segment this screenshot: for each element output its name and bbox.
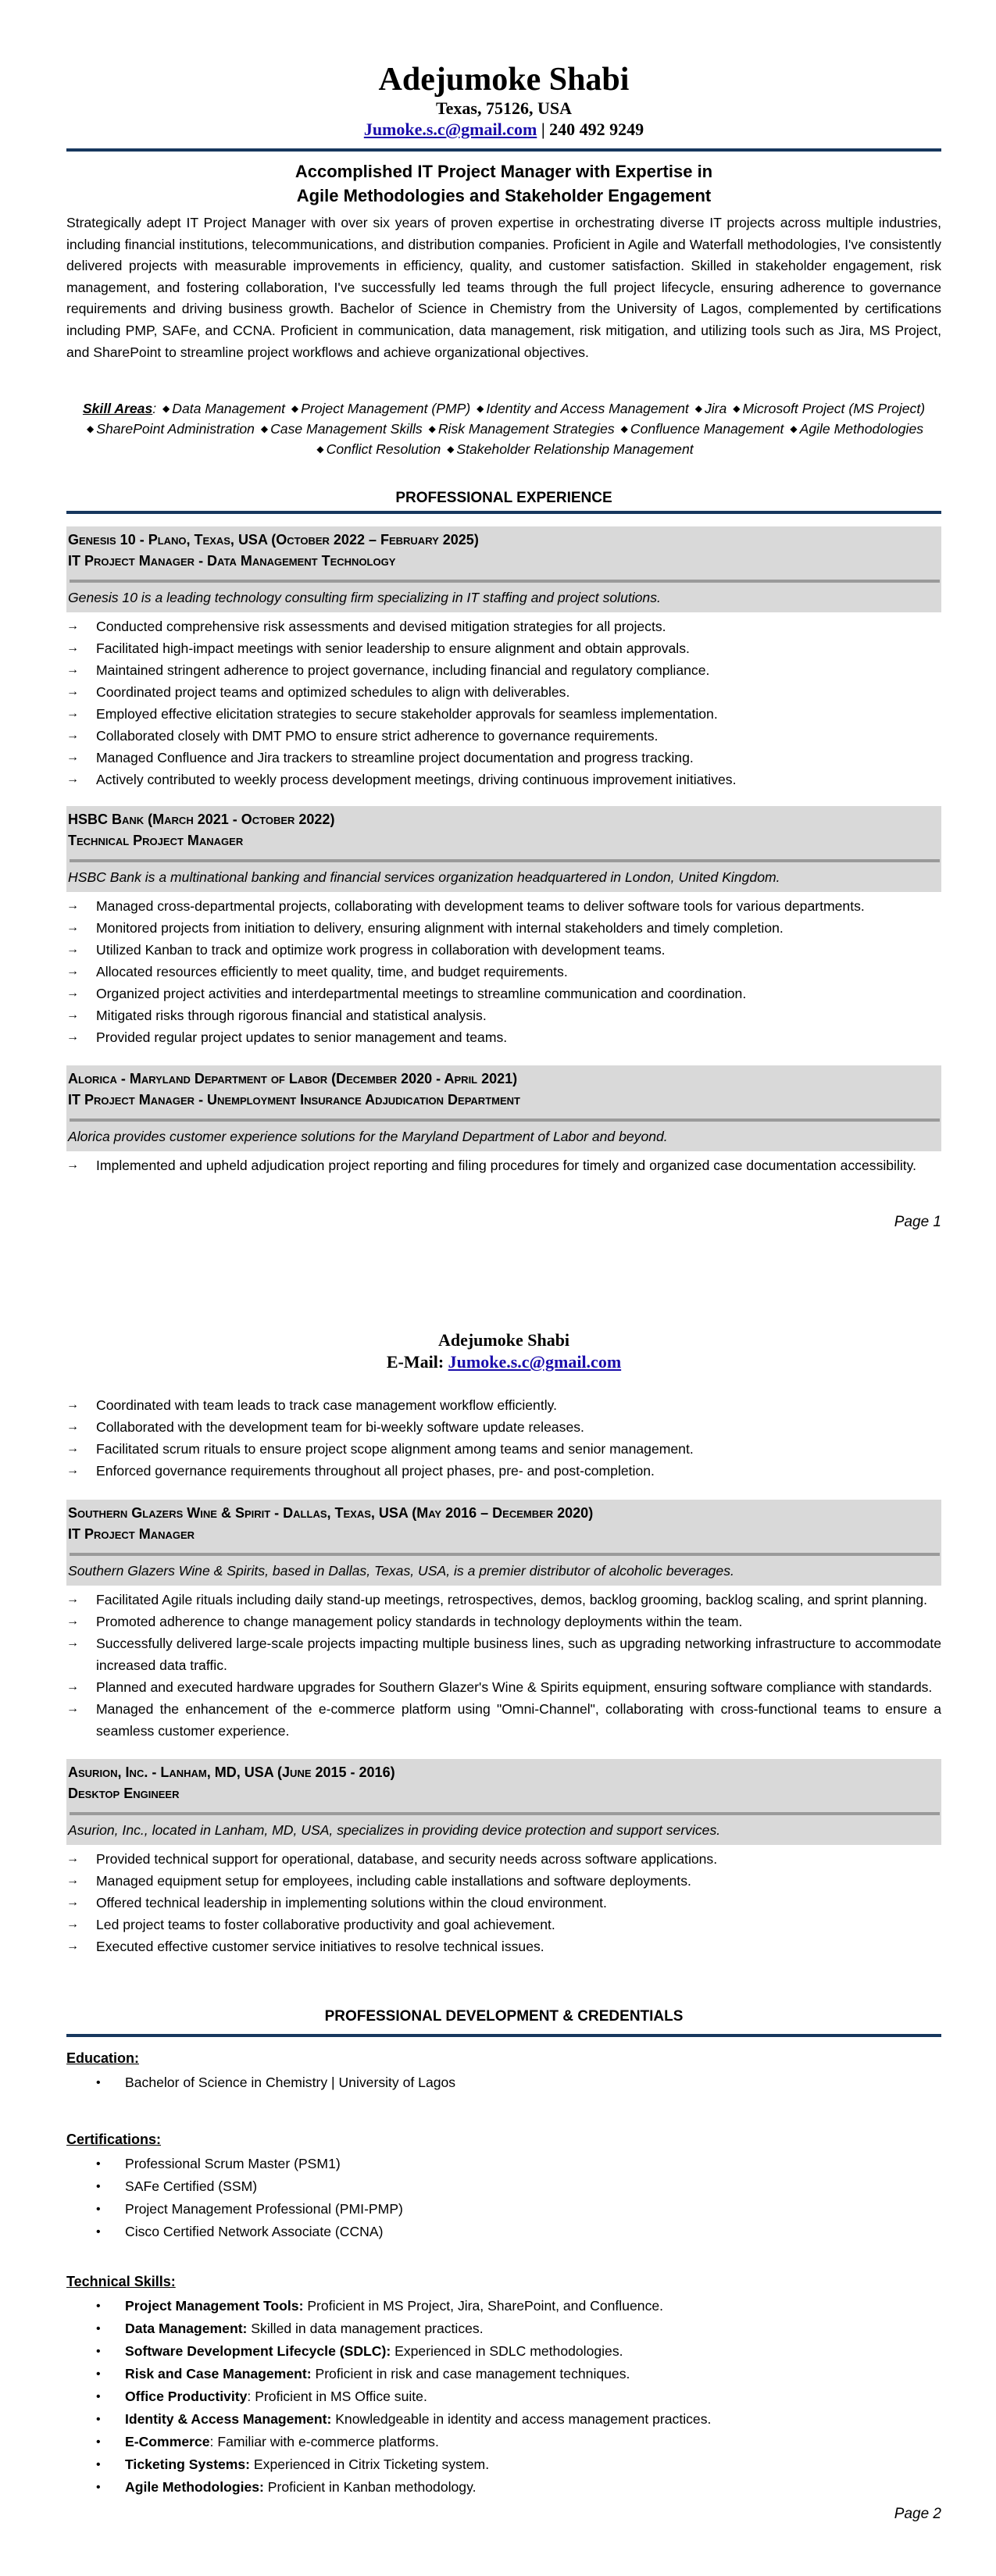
bullet-dot-icon: • bbox=[96, 2413, 101, 2426]
list-item-text: Project Management Professional (PMI-PMP) bbox=[125, 2201, 403, 2217]
bullet-text: Managed Confluence and Jira trackers to streamline project documentation and progress tracking. bbox=[96, 750, 694, 765]
headline-line-1: Accomplished IT Project Manager with Expertise in bbox=[295, 162, 713, 181]
technical-skill-item bbox=[66, 2363, 941, 2385]
arrow-icon: → bbox=[66, 1442, 79, 1455]
job-header-divider bbox=[70, 1553, 940, 1556]
job-entry bbox=[66, 526, 941, 790]
bullet-text: Facilitated scrum rituals to ensure project scope alignment among teams and senior management. bbox=[96, 1441, 694, 1457]
email-label: E-Mail: bbox=[386, 1352, 448, 1372]
job-title-line: IT Project Manager - Data Management Technology bbox=[68, 553, 396, 569]
list-item bbox=[66, 2071, 941, 2094]
job-header-box bbox=[66, 806, 941, 892]
experience-list-page-2 bbox=[66, 1500, 941, 1957]
skill-description: Experienced in SDLC methodologies. bbox=[391, 2343, 623, 2359]
bullet-text: Collaborated with the development team for bi-weekly software update releases. bbox=[96, 1419, 584, 1435]
bullet-text: Executed effective customer service initiatives to resolve technical issues. bbox=[96, 1939, 544, 1954]
bullet-dot-icon: • bbox=[96, 2203, 101, 2216]
skill-label: E-Commerce bbox=[125, 2434, 210, 2449]
bullet-item bbox=[66, 1416, 941, 1438]
arrow-icon: → bbox=[66, 685, 79, 698]
bullet-item bbox=[66, 895, 941, 917]
bullet-text: Managed cross-departmental projects, collaborating with development teams to deliver software tools for various departments. bbox=[96, 898, 865, 914]
bullet-text: Facilitated high-impact meetings with senior leadership to ensure alignment and obtain approvals. bbox=[96, 640, 690, 656]
bullet-dot-icon: • bbox=[96, 2435, 101, 2449]
list-item bbox=[66, 2221, 941, 2243]
job-header-divider bbox=[70, 1119, 940, 1122]
email-link[interactable]: Jumoke.s.c@gmail.com bbox=[363, 120, 537, 139]
bullet-dot-icon: • bbox=[96, 2076, 101, 2089]
experience-list-page-1 bbox=[66, 526, 941, 1176]
bullet-item bbox=[66, 615, 941, 637]
bullet-item bbox=[66, 1460, 941, 1482]
bullet-dot-icon: • bbox=[96, 2481, 101, 2494]
bullet-item bbox=[66, 1870, 941, 1892]
bullet-text: Coordinated project teams and optimized schedules to align with deliverables. bbox=[96, 684, 570, 700]
skill-area-item: Conflict Resolution bbox=[326, 441, 441, 457]
job-header-divider bbox=[70, 1812, 940, 1815]
list-item-text: SAFe Certified (SSM) bbox=[125, 2178, 258, 2194]
diamond-bullet-icon: ◆ bbox=[620, 423, 628, 434]
skill-area-item: Stakeholder Relationship Management bbox=[456, 441, 694, 457]
arrow-icon: → bbox=[66, 729, 79, 742]
technical-skills-title: Technical Skills: bbox=[66, 2274, 176, 2289]
page-2-header bbox=[66, 1329, 941, 1373]
job-bullet-list bbox=[66, 1589, 941, 1742]
bullet-text: Maintained stringent adherence to project governance, including financial and regulatory compliance. bbox=[96, 662, 710, 678]
bullet-text: Provided technical support for operational, database, and security needs across software applications. bbox=[96, 1851, 718, 1867]
job-bullet-list bbox=[66, 1154, 941, 1176]
bullet-dot-icon: • bbox=[96, 2157, 101, 2171]
bullet-dot-icon: • bbox=[96, 2367, 101, 2381]
job-title-line: IT Project Manager bbox=[68, 1526, 195, 1542]
bullet-text: Offered technical leadership in implementing solutions within the cloud environment. bbox=[96, 1895, 607, 1911]
bullet-item bbox=[66, 1914, 941, 1936]
job-header-box bbox=[66, 1065, 941, 1151]
technical-skill-item bbox=[66, 2317, 941, 2340]
skill-description: Proficient in Kanban methodology. bbox=[263, 2479, 477, 2495]
arrow-icon: → bbox=[66, 663, 79, 676]
bullet-dot-icon: • bbox=[96, 2458, 101, 2471]
certifications-section bbox=[66, 2129, 941, 2243]
arrow-icon: → bbox=[66, 1939, 79, 1953]
bullet-text: Utilized Kanban to track and optimize work progress in collaboration with development teams. bbox=[96, 942, 666, 958]
diamond-bullet-icon: ◆ bbox=[790, 423, 798, 434]
contact-line bbox=[66, 119, 941, 141]
job-company-description: Southern Glazers Wine & Spirits, based in Dallas, Texas, USA, is a premier distributor of alcoholic beverages. bbox=[68, 1563, 734, 1579]
job-bullet-list bbox=[66, 615, 941, 790]
phone-number: 240 492 9249 bbox=[549, 120, 644, 139]
skill-area-item: Confluence Management bbox=[630, 421, 784, 437]
bullet-item bbox=[66, 1611, 941, 1632]
technical-skill-item bbox=[66, 2408, 941, 2431]
experience-section-title: PROFESSIONAL EXPERIENCE bbox=[395, 490, 612, 506]
job-entry bbox=[66, 1759, 941, 1957]
bullet-text: Planned and executed hardware upgrades for Southern Glazer's Wine & Spirits equipment, ensuring software compliance with standards. bbox=[96, 1679, 933, 1695]
job-title-line: Desktop Engineer bbox=[68, 1786, 180, 1801]
bullet-dot-icon: • bbox=[96, 2390, 101, 2403]
arrow-icon: → bbox=[66, 1636, 79, 1650]
skill-description: : Familiar with e-commerce platforms. bbox=[209, 2434, 439, 2449]
list-item-text: Cisco Certified Network Associate (CCNA) bbox=[125, 2224, 384, 2239]
education-section bbox=[66, 2048, 941, 2094]
arrow-icon: → bbox=[66, 1614, 79, 1628]
diamond-bullet-icon: ◆ bbox=[316, 444, 324, 455]
skill-label: Agile Methodologies: bbox=[125, 2479, 264, 2495]
list-item bbox=[66, 2153, 941, 2175]
address: Texas, 75126, USA bbox=[436, 98, 572, 118]
bullet-text: Implemented and upheld adjudication project reporting and filing procedures for timely and organized case documentation accessibility. bbox=[96, 1158, 917, 1173]
bullet-dot-icon: • bbox=[96, 2345, 101, 2358]
diamond-bullet-icon: ◆ bbox=[291, 403, 299, 414]
job-company-description: Alorica provides customer experience solutions for the Maryland Department of Labor and beyond. bbox=[68, 1129, 668, 1144]
job-header-box bbox=[66, 526, 941, 612]
arrow-icon: → bbox=[66, 921, 79, 934]
job-company-description: Asurion, Inc., located in Lanham, MD, USA, specializes in providing device protection and support services. bbox=[68, 1822, 721, 1838]
arrow-icon: → bbox=[66, 943, 79, 956]
technical-skill-item bbox=[66, 2476, 941, 2499]
bullet-text: Promoted adherence to change management policy standards in technology deployments within the team. bbox=[96, 1614, 743, 1629]
headline-line-2: Agile Methodologies and Stakeholder Engagement bbox=[296, 186, 712, 205]
job-header-box bbox=[66, 1759, 941, 1845]
arrow-icon: → bbox=[66, 751, 79, 764]
bullet-text: Facilitated Agile rituals including daily stand-up meetings, retrospectives, demos, backlog grooming, backlog scaling, and sprint planning. bbox=[96, 1592, 928, 1607]
technical-skill-item bbox=[66, 2295, 941, 2317]
job-company-line: Genesis 10 - Plano, Texas, USA (October 2022 – February 2025) bbox=[68, 532, 479, 548]
credentials-section-title: PROFESSIONAL DEVELOPMENT & CREDENTIALS bbox=[324, 2008, 684, 2025]
education-title: Education: bbox=[66, 2050, 139, 2066]
bullet-item bbox=[66, 1394, 941, 1416]
skill-label: Project Management Tools: bbox=[125, 2298, 304, 2314]
job-title-line: Technical Project Manager bbox=[68, 833, 244, 848]
skill-area-item: SharePoint Administration bbox=[96, 421, 255, 437]
technical-skill-item bbox=[66, 2453, 941, 2476]
bullet-text: Managed equipment setup for employees, including cable installations and software deployments. bbox=[96, 1873, 691, 1889]
skill-label: Office Productivity bbox=[125, 2389, 248, 2404]
skill-description: Proficient in MS Project, Jira, SharePoint, and Confluence. bbox=[303, 2298, 664, 2314]
technical-skill-item bbox=[66, 2431, 941, 2453]
arrow-icon: → bbox=[66, 1030, 79, 1044]
arrow-icon: → bbox=[66, 1680, 79, 1693]
diamond-bullet-icon: ◆ bbox=[260, 423, 269, 434]
bullet-text: Monitored projects from initiation to delivery, ensuring alignment with internal stakeholders and timely completion. bbox=[96, 920, 784, 936]
skill-description: Skilled in data management practices. bbox=[247, 2321, 484, 2336]
arrow-icon: → bbox=[66, 1464, 79, 1477]
bullet-text: Mitigated risks through rigorous financial and statistical analysis. bbox=[96, 1008, 487, 1023]
diamond-bullet-icon: ◆ bbox=[733, 403, 741, 414]
arrow-icon: → bbox=[66, 1852, 79, 1865]
bullet-text: Organized project activities and interdepartmental meetings to streamline communication and coordination. bbox=[96, 986, 747, 1001]
job-title-line: IT Project Manager - Unemployment Insurance Adjudication Department bbox=[68, 1092, 520, 1108]
arrow-icon: → bbox=[66, 965, 79, 978]
arrow-icon: → bbox=[66, 1593, 79, 1606]
bullet-item bbox=[66, 1676, 941, 1698]
bullet-text: Employed effective elicitation strategies to secure stakeholder approvals for seamless implementation. bbox=[96, 706, 718, 722]
list-item bbox=[66, 2198, 941, 2221]
diamond-bullet-icon: ◆ bbox=[477, 403, 484, 414]
arrow-icon: → bbox=[66, 1398, 79, 1411]
skill-area-item: Identity and Access Management bbox=[486, 401, 689, 416]
credentials-rule bbox=[66, 2034, 941, 2037]
header-rule bbox=[66, 148, 941, 152]
job-header-box bbox=[66, 1500, 941, 1586]
bullet-dot-icon: • bbox=[96, 2180, 101, 2193]
bullet-text: Collaborated closely with DMT PMO to ensure strict adherence to governance requirements. bbox=[96, 728, 659, 744]
resume-page-2 bbox=[0, 1289, 996, 2576]
job-company-line: Southern Glazers Wine & Spirit - Dallas, Texas, USA (May 2016 – December 2020) bbox=[68, 1505, 594, 1521]
bullet-text: Coordinated with team leads to track case management workflow efficiently. bbox=[96, 1397, 557, 1413]
job-company-line: Alorica - Maryland Department of Labor (December 2020 - April 2021) bbox=[68, 1071, 518, 1086]
job-company-line: HSBC Bank (March 2021 - October 2022) bbox=[68, 812, 335, 827]
bullet-item bbox=[66, 1438, 941, 1460]
email-link[interactable]: Jumoke.s.c@gmail.com bbox=[448, 1352, 622, 1372]
diamond-bullet-icon: ◆ bbox=[428, 423, 436, 434]
skill-area-item: Jira bbox=[704, 401, 727, 416]
bullet-text: Managed the enhancement of the e-commerce platform using "Omni-Channel", collaborating with cross-functional teams to ensure a seamless customer experience. bbox=[96, 1701, 941, 1739]
diamond-bullet-icon: ◆ bbox=[694, 403, 702, 414]
technical-skills-section bbox=[66, 2271, 941, 2499]
skill-label: Software Development Lifecycle (SDLC): bbox=[125, 2343, 391, 2359]
bullet-text: Conducted comprehensive risk assessments and devised mitigation strategies for all projects. bbox=[96, 619, 666, 634]
skill-description: : Proficient in MS Office suite. bbox=[247, 2389, 427, 2404]
skill-description: Knowledgeable in identity and access management practices. bbox=[331, 2411, 712, 2427]
job-entry bbox=[66, 1500, 941, 1742]
bullet-item bbox=[66, 1936, 941, 1957]
skill-area-item: Case Management Skills bbox=[270, 421, 423, 437]
candidate-name: Adejumoke Shabi bbox=[378, 62, 630, 98]
skill-label: Identity & Access Management: bbox=[125, 2411, 332, 2427]
bullet-item bbox=[66, 1848, 941, 1870]
arrow-icon: → bbox=[66, 619, 79, 633]
email-line bbox=[66, 1351, 941, 1373]
bullet-item bbox=[66, 961, 941, 983]
skill-label: Data Management: bbox=[125, 2321, 248, 2336]
job-company-line: Asurion, Inc. - Lanham, MD, USA (June 2015 - 2016) bbox=[68, 1764, 395, 1780]
bullet-item bbox=[66, 1026, 941, 1048]
diamond-bullet-icon: ◆ bbox=[447, 444, 455, 455]
arrow-icon: → bbox=[66, 899, 79, 912]
bullet-item bbox=[66, 1589, 941, 1611]
bullet-item bbox=[66, 939, 941, 961]
bullet-item bbox=[66, 659, 941, 681]
bullet-item bbox=[66, 1892, 941, 1914]
arrow-icon: → bbox=[66, 707, 79, 720]
bullet-text: Allocated resources efficiently to meet quality, time, and budget requirements. bbox=[96, 964, 568, 979]
arrow-icon: → bbox=[66, 1158, 79, 1172]
arrow-icon: → bbox=[66, 987, 79, 1000]
bullet-text: Actively contributed to weekly process development meetings, driving continuous improvement initiatives. bbox=[96, 772, 737, 787]
arrow-icon: → bbox=[66, 772, 79, 786]
headline bbox=[66, 159, 941, 208]
bullet-text: Successfully delivered large-scale projects impacting multiple business lines, such as upgrading networking infrastructure to accommodate increased data traffic. bbox=[96, 1636, 941, 1673]
diamond-bullet-icon: ◆ bbox=[162, 403, 170, 414]
experience-rule bbox=[66, 511, 941, 514]
bullet-dot-icon: • bbox=[96, 2322, 101, 2335]
technical-skill-item bbox=[66, 2340, 941, 2363]
arrow-icon: → bbox=[66, 1874, 79, 1887]
job-entry bbox=[66, 806, 941, 1048]
arrow-icon: → bbox=[66, 1918, 79, 1931]
job-header-divider bbox=[70, 580, 940, 583]
skill-area-item: Agile Methodologies bbox=[799, 421, 924, 437]
arrow-icon: → bbox=[66, 641, 79, 655]
bullet-item bbox=[66, 703, 941, 725]
bullet-item bbox=[66, 769, 941, 790]
list-item bbox=[66, 2175, 941, 2198]
job-entry bbox=[66, 1065, 941, 1176]
skill-areas-list bbox=[84, 401, 925, 457]
technical-skill-item bbox=[66, 2385, 941, 2408]
bullet-dot-icon: • bbox=[96, 2225, 101, 2239]
bullet-item bbox=[66, 1154, 941, 1176]
bullet-item bbox=[66, 637, 941, 659]
bullet-item bbox=[66, 983, 941, 1004]
job-bullet-list bbox=[66, 895, 941, 1048]
skill-label: Ticketing Systems: bbox=[125, 2456, 251, 2472]
certifications-title: Certifications: bbox=[66, 2132, 162, 2147]
skill-areas-label: Skill Areas bbox=[82, 401, 153, 416]
header bbox=[66, 61, 941, 141]
skill-areas: Skill Areas: ◆ Data Management ◆ Project Management (PMP) ◆ Identity and Access Management ◆ Jira ◆ Microsoft Project (MS Project) ◆ SharePoint Administration ◆ Case Management Skills ◆ Risk Management Strategies ◆ Confluence Management ◆ Agile Methodologies ◆ Conflict Resolution ◆ Stakeholder Relationship Management bbox=[82, 401, 926, 457]
candidate-name: Adejumoke Shabi bbox=[437, 1330, 570, 1350]
skill-area-item: Microsoft Project (MS Project) bbox=[742, 401, 926, 416]
bullet-item bbox=[66, 1004, 941, 1026]
arrow-icon: → bbox=[66, 1896, 79, 1909]
job-company-description: Genesis 10 is a leading technology consulting firm specializing in IT staffing and project solutions. bbox=[68, 590, 661, 605]
page-number: Page 2 bbox=[894, 2506, 941, 2522]
skill-label: Risk and Case Management: bbox=[125, 2366, 312, 2382]
bullet-item bbox=[66, 725, 941, 747]
list-item-text: Bachelor of Science in Chemistry | University of Lagos bbox=[125, 2075, 456, 2090]
job-header-divider bbox=[70, 859, 940, 862]
bullet-item bbox=[66, 917, 941, 939]
bullet-item bbox=[66, 681, 941, 703]
bullet-dot-icon: • bbox=[96, 2299, 101, 2313]
bullet-text: Enforced governance requirements throughout all project phases, pre- and post-completion. bbox=[96, 1463, 655, 1479]
arrow-icon: → bbox=[66, 1008, 79, 1022]
page-number: Page 1 bbox=[894, 1214, 941, 1230]
skill-area-item: Risk Management Strategies bbox=[437, 421, 615, 437]
list-item-text: Professional Scrum Master (PSM1) bbox=[125, 2156, 341, 2171]
arrow-icon: → bbox=[66, 1420, 79, 1433]
professional-summary: Strategically adept IT Project Manager with over six years of proven expertise in orchestrating diverse IT projects across multiple industries, including financial institutions, telecommunications, and distribution companies. Proficient in Agile and Waterfall methodologies, I've consistently delivered projects with measurable improvements in efficiency, quality, and customer satisfaction. Skilled in stakeholder engagement, risk management, and fostering collaboration, I've successfully led teams through the full project lifecycle, ensuring adherence to governance requirements and driving business growth. Bachelor of Science in Chemistry from the University of Lagos, complemented by certifications including PMP, SAFe, and CCNA. Proficient in communication, data management, risk mitigation, and utilizing tools such as Jira, MS Project, and SharePoint to streamline project workflows and achieve organizational objectives. bbox=[66, 215, 941, 360]
skill-description: Proficient in risk and case management techniques. bbox=[311, 2366, 630, 2382]
skill-description: Experienced in Citrix Ticketing system. bbox=[250, 2456, 490, 2472]
bullet-item bbox=[66, 1698, 941, 1742]
bullet-text: Provided regular project updates to senior management and teams. bbox=[96, 1029, 508, 1045]
bullet-item bbox=[66, 747, 941, 769]
job-bullet-list bbox=[66, 1848, 941, 1957]
skill-area-item: Project Management (PMP) bbox=[301, 401, 471, 416]
skill-area-item: Data Management bbox=[172, 401, 285, 416]
arrow-icon: → bbox=[66, 1702, 79, 1715]
bullet-item bbox=[66, 1632, 941, 1676]
job-company-description: HSBC Bank is a multinational banking and financial services organization headquartered in London, United Kingdom. bbox=[68, 869, 780, 885]
diamond-bullet-icon: ◆ bbox=[86, 423, 95, 434]
bullet-text: Led project teams to foster collaborative productivity and goal achievement. bbox=[96, 1917, 555, 1932]
continued-bullets bbox=[66, 1391, 941, 1482]
contact-separator: | bbox=[537, 120, 550, 139]
